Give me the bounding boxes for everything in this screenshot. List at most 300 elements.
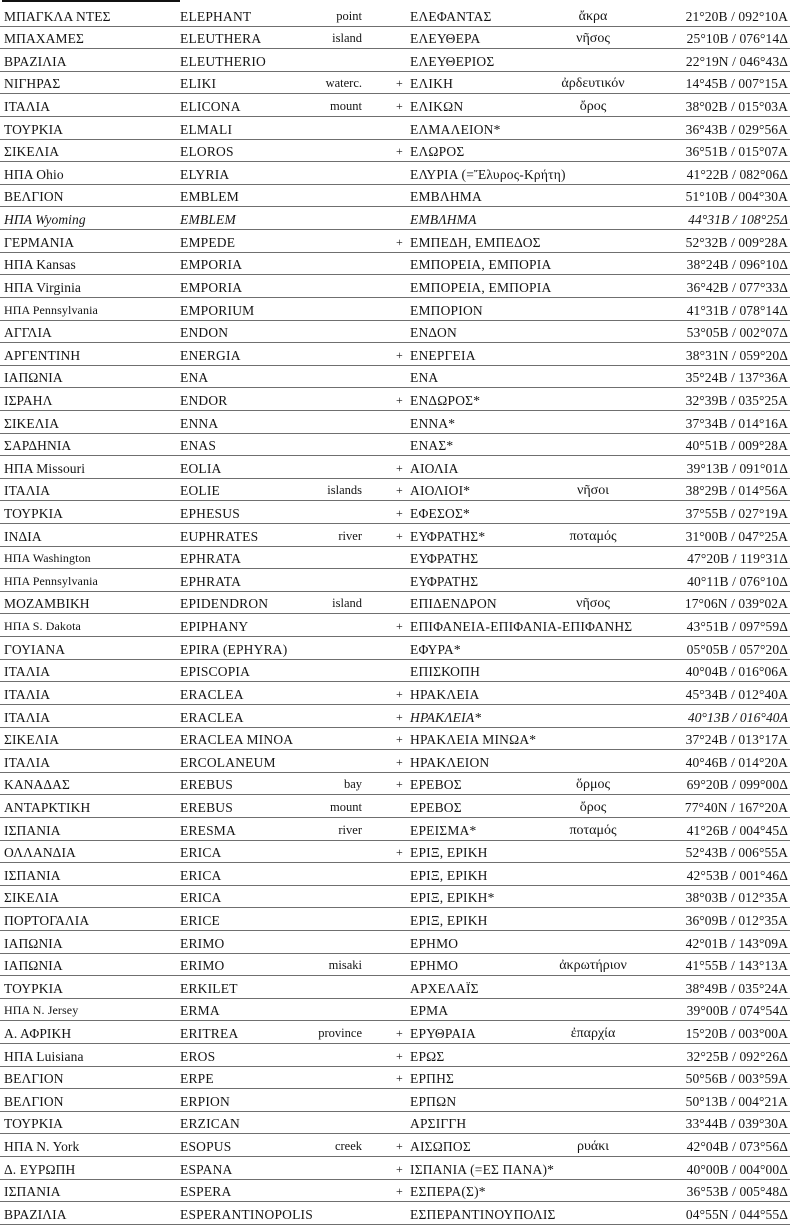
latin-name: ELYRIA [180, 166, 230, 182]
feature-type: river [338, 822, 362, 837]
ancient-marker: + [396, 234, 403, 249]
country-name: ΣΙΚΕΛΙΑ [4, 415, 60, 431]
ancient-marker: + [396, 76, 403, 91]
latin-name: ERIMO [180, 935, 225, 951]
feature-type: point [336, 8, 362, 23]
greek-feature-type: ὄρος [579, 99, 607, 115]
latin-name: ERMA [180, 1003, 220, 1019]
greek-name: ΕΥΦΡΑΤΗΣ [410, 573, 479, 589]
coordinates: 38°24Β / 096°10Δ [686, 257, 788, 273]
table-row [0, 343, 790, 366]
greek-name: ΕΡΕΒΟΣ [410, 777, 462, 793]
coordinates: 50°13Β / 004°21Α [685, 1093, 788, 1109]
latin-name: EOLIA [180, 460, 222, 476]
table-row [0, 72, 790, 95]
table-row [0, 230, 790, 253]
greek-feature-type: ποταμός [569, 528, 617, 544]
greek-name: ΕΠΙΦΑΝΕΙΑ-ΕΠΙΦΑΝΙΑ-ΕΠΙΦΑΝΗΣ [410, 619, 633, 635]
country-name: ΙΤΑΛΙΑ [4, 99, 51, 115]
latin-name: ESPANA [180, 1161, 233, 1177]
table-row [0, 1044, 790, 1067]
coordinates: 38°03Β / 012°35Α [685, 890, 788, 906]
country-name: ΙΣΠΑΝΙΑ [4, 822, 61, 838]
country-name: ΙΤΑΛΙΑ [4, 754, 51, 770]
greek-name: ΑΙΣΩΠΟΣ [410, 1139, 471, 1155]
greek-name: ΕΝΝΑ* [410, 415, 456, 431]
table-row [0, 614, 790, 637]
country-name: ΙΣΠΑΝΙΑ [4, 1184, 61, 1200]
country-name: ΒΕΛΓΙΟΝ [4, 1071, 64, 1087]
latin-name: ERCOLANEUM [180, 754, 276, 770]
greek-name: ΕΜΠΟΡΕΙΑ, ΕΜΠΟΡΙΑ [410, 257, 552, 273]
latin-name: EPIPHANY [180, 619, 249, 635]
coordinates: 50°56Β / 003°59Α [685, 1071, 788, 1087]
coordinates: 51°10Β / 004°30Α [685, 189, 788, 205]
table-row [0, 185, 790, 208]
greek-feature-type: νῆσος [576, 596, 610, 612]
greek-name: ΑΙΟΛΙΑ [410, 460, 459, 476]
country-name: ΙΤΑΛΙΑ [4, 686, 51, 702]
table-row [0, 1021, 790, 1044]
greek-name: ΗΡΑΚΛΕΙΑ* [410, 709, 482, 725]
country-name: ΗΠΑ Wyoming [4, 212, 86, 228]
country-name: ΙΤΑΛΙΑ [4, 664, 51, 680]
ancient-marker: + [396, 686, 403, 701]
table-row [0, 1089, 790, 1112]
ancient-marker: + [396, 528, 403, 543]
latin-name: ERIMO [180, 958, 225, 974]
latin-name: EMPORIA [180, 279, 243, 295]
feature-type: misaki [328, 958, 362, 973]
greek-name: ΕΡΕΒΟΣ [410, 799, 462, 815]
table-row [0, 207, 790, 230]
coordinates: 32°39Β / 035°25Α [685, 392, 788, 408]
greek-feature-type: ὅρμος [575, 777, 611, 793]
table-row [0, 298, 790, 321]
table-row [0, 750, 790, 773]
table-row [0, 569, 790, 592]
ancient-marker: + [396, 1048, 403, 1063]
country-name: ΑΡΓΕΝΤΙΝΗ [4, 347, 81, 363]
coordinates: 38°02Β / 015°03Α [685, 99, 788, 115]
coordinates: 36°09Β / 012°35Α [685, 912, 788, 928]
country-name: ΠΟΡΤΟΓΑΛΙΑ [4, 912, 90, 928]
table-row [0, 1180, 790, 1203]
table-row [0, 637, 790, 660]
table-row [0, 140, 790, 163]
coordinates: 36°42Β / 077°33Δ [686, 279, 788, 295]
greek-feature-type: ἀρδευτικόν [561, 76, 625, 92]
country-name: ΗΠΑ Missouri [4, 460, 86, 476]
country-name: ΣΑΡΔΗΝΙΑ [4, 438, 72, 454]
country-name: ΓΕΡΜΑΝΙΑ [4, 234, 75, 250]
coordinates: 77°40Ν / 167°20Α [684, 799, 788, 815]
greek-feature-type: νῆσοι [577, 483, 609, 499]
country-name: ΚΑΝΑΔΑΣ [4, 777, 70, 793]
latin-name: ENNA [180, 415, 219, 431]
country-name: ΙΤΑΛΙΑ [4, 483, 51, 499]
coordinates: 40°11Β / 076°10Δ [687, 573, 788, 589]
country-name: ΓΟΥΙΑΝΑ [4, 641, 66, 657]
table-row [0, 162, 790, 185]
table-row [0, 1067, 790, 1090]
latin-name: ELMALI [180, 121, 233, 137]
table-row [0, 49, 790, 72]
greek-name: ΕΡΠΗΣ [410, 1071, 455, 1087]
greek-name: ΕΜΒΛΗΜΑ [410, 212, 477, 228]
country-name: ΣΙΚΕΛΙΑ [4, 732, 60, 748]
table-row [0, 1112, 790, 1135]
latin-name: ENERGIA [180, 347, 241, 363]
coordinates: 05°05Β / 057°20Δ [686, 641, 788, 657]
latin-name: ERPION [180, 1093, 230, 1109]
coordinates: 42°53Β / 001°46Δ [686, 867, 788, 883]
greek-name: ΕΝΔΩΡΟΣ* [410, 392, 481, 408]
country-name: ΗΠΑ Luisiana [4, 1048, 84, 1064]
greek-name: ΕΥΦΡΑΤΗΣ* [410, 528, 486, 544]
coordinates: 41°31Β / 078°14Δ [686, 302, 788, 318]
feature-type: creek [334, 1139, 362, 1154]
latin-name: EMPEDE [180, 234, 236, 250]
latin-name: ESPERA [180, 1184, 232, 1200]
country-name: ΗΠΑ Washington [4, 551, 91, 566]
country-name: ΙΝΔΙΑ [4, 528, 42, 544]
ancient-marker: + [396, 732, 403, 747]
table-row [0, 27, 790, 50]
greek-name: ΕΡΜΑ [410, 1003, 449, 1019]
greek-name: ΕΜΠΕΔΗ, ΕΜΠΕΔΟΣ [410, 234, 541, 250]
country-name: ΤΟΥΡΚΙΑ [4, 1116, 64, 1132]
country-name: ΣΙΚΕΛΙΑ [4, 144, 60, 160]
coordinates: 40°51Β / 009°28Α [685, 438, 788, 454]
country-name: ΙΑΠΩΝΙΑ [4, 370, 63, 386]
greek-name: ΗΡΑΚΛΕΙΟΝ [410, 754, 490, 770]
ancient-marker: + [396, 99, 403, 114]
coordinates: 41°22Β / 082°06Δ [686, 166, 788, 182]
latin-name: ELEUTHERIO [180, 53, 266, 69]
table-row [0, 818, 790, 841]
greek-name: ΕΝΑΣ* [410, 438, 454, 454]
greek-name: ΕΝΔΟΝ [410, 325, 457, 341]
latin-name: ELEUTHERA [180, 31, 262, 47]
greek-name: ΕΝΕΡΓΕΙΑ [410, 347, 476, 363]
feature-type: bay [343, 777, 362, 792]
table-row [0, 547, 790, 570]
greek-name: ΕΦΕΣΟΣ* [410, 506, 470, 522]
table-row [0, 705, 790, 728]
ancient-marker: + [396, 1161, 403, 1176]
greek-name: ΕΥΦΡΑΤΗΣ [410, 551, 479, 567]
latin-name: ESPERANTINOPOLIS [180, 1206, 313, 1222]
table-row [0, 773, 790, 796]
table-row [0, 501, 790, 524]
ancient-marker: + [396, 1026, 403, 1041]
ancient-marker: + [396, 347, 403, 362]
country-name: ΑΓΓΛΙΑ [4, 325, 52, 341]
feature-type: mount [330, 99, 362, 114]
greek-name: ΕΡΠΩΝ [410, 1093, 457, 1109]
latin-name: EPHRATA [180, 551, 242, 567]
coordinates: 33°44Β / 039°30Α [685, 1116, 788, 1132]
coordinates: 17°06Ν / 039°02Α [684, 596, 788, 612]
greek-name: ΕΡΙΞ, ΕΡΙΚΗ [410, 867, 488, 883]
latin-name: ESOPUS [180, 1139, 232, 1155]
latin-name: ELIKI [180, 76, 217, 92]
coordinates: 53°05Β / 002°07Δ [686, 325, 788, 341]
country-name: ΝΙΓΗΡΑΣ [4, 76, 61, 92]
table-row [0, 434, 790, 457]
greek-name: ΗΡΑΚΛΕΙΑ ΜΙΝΩΑ* [410, 732, 537, 748]
table-row [0, 253, 790, 276]
table-row [0, 366, 790, 389]
greek-name: ΕΡΗΜΟ [410, 958, 459, 974]
coordinates: 36°53Β / 005°48Δ [686, 1184, 788, 1200]
greek-name: ΕΛΕΦΑΝΤΑΣ [410, 8, 492, 24]
top-rule [2, 0, 180, 2]
greek-name: ΕΡΙΞ, ΕΡΙΚΗ [410, 912, 488, 928]
table-row [0, 1202, 790, 1225]
feature-type: waterc. [325, 76, 362, 91]
greek-name: ΗΡΑΚΛΕΙΑ [410, 686, 480, 702]
ancient-marker: + [396, 845, 403, 860]
latin-name: ENDON [180, 325, 229, 341]
table-row [0, 682, 790, 705]
table-row [0, 479, 790, 502]
table-row [0, 592, 790, 615]
greek-name: ΕΛΙΚΗ [410, 76, 454, 92]
country-name: ΜΠΑΧΑΜΕΣ [4, 31, 84, 47]
ancient-marker: + [396, 709, 403, 724]
country-name: ΤΟΥΡΚΙΑ [4, 121, 64, 137]
greek-name: ΕΛΥΡΙΑ (=Ἔλυρος-Κρήτη) [410, 166, 566, 182]
place-name-table [0, 4, 790, 1225]
latin-name: ELOROS [180, 144, 234, 160]
coordinates: 37°55Β / 027°19Α [685, 506, 788, 522]
table-row [0, 660, 790, 683]
latin-name: ENA [180, 370, 209, 386]
greek-name: ΕΣΠΕΡΑΝΤΙΝΟΥΠΟΛΙΣ [410, 1206, 556, 1222]
feature-type: river [338, 528, 362, 543]
latin-name: ENDOR [180, 392, 228, 408]
latin-name: ELICONA [180, 99, 241, 115]
coordinates: 47°20Β / 119°31Δ [687, 551, 788, 567]
country-name: ΙΤΑΛΙΑ [4, 709, 51, 725]
coordinates: 04°55Ν / 044°55Δ [685, 1206, 788, 1222]
latin-name: EPIDENDRON [180, 596, 269, 612]
greek-name: ΕΛΜΑΛΕΙΟΝ* [410, 121, 501, 137]
country-name: ΑΝΤΑΡΚΤΙΚΗ [4, 799, 91, 815]
feature-type: island [332, 31, 362, 46]
coordinates: 22°19Ν / 046°43Δ [685, 53, 788, 69]
greek-name: ΕΛΩΡΟΣ [410, 144, 465, 160]
greek-name: ΕΛΕΥΘΕΡΑ [410, 31, 481, 47]
greek-feature-type: ἐπαρχία [570, 1026, 616, 1042]
latin-name: EPHRATA [180, 573, 242, 589]
country-name: ΗΠΑ S. Dakota [4, 619, 81, 634]
table-row [0, 1157, 790, 1180]
greek-feature-type: ρυάκι [576, 1139, 610, 1155]
feature-type: island [332, 596, 362, 611]
table-row [0, 908, 790, 931]
ancient-marker: + [396, 777, 403, 792]
ancient-marker: + [396, 754, 403, 769]
table-row [0, 117, 790, 140]
coordinates: 38°31Ν / 059°20Δ [685, 347, 788, 363]
coordinates: 40°13Β / 016°40Α [687, 709, 788, 725]
table-row [0, 795, 790, 818]
latin-name: ERITREA [180, 1026, 239, 1042]
table-row [0, 321, 790, 344]
greek-name: ΕΡΙΞ, ΕΡΙΚΗ* [410, 890, 495, 906]
table-row [0, 863, 790, 886]
country-name: ΟΛΛΑΝΔΙΑ [4, 845, 76, 861]
country-name: ΙΑΠΩΝΙΑ [4, 935, 63, 951]
country-name: ΗΠΑ Kansas [4, 257, 76, 273]
coordinates: 15°20Β / 003°00Α [685, 1026, 788, 1042]
ancient-marker: + [396, 144, 403, 159]
latin-name: EOLIE [180, 483, 220, 499]
country-name: ΗΠΑ Ohio [4, 166, 64, 182]
table-row [0, 1134, 790, 1157]
coordinates: 52°32Β / 009°28Α [685, 234, 788, 250]
table-row [0, 388, 790, 411]
latin-name: EPISCOPIA [180, 664, 251, 680]
country-name: ΣΙΚΕΛΙΑ [4, 890, 60, 906]
ancient-marker: + [396, 1071, 403, 1086]
ancient-marker: + [396, 619, 403, 634]
country-name: ΤΟΥΡΚΙΑ [4, 506, 64, 522]
table-row [0, 886, 790, 909]
greek-name: ΕΛΕΥΘΕΡΙΟΣ [410, 53, 495, 69]
greek-name: ΕΡΕΙΣΜΑ* [410, 822, 477, 838]
coordinates: 25°10Β / 076°14Δ [686, 31, 788, 47]
table-row [0, 94, 790, 117]
greek-name: ΕΦΥΡΑ* [410, 641, 461, 657]
greek-name: ΕΜΒΛΗΜΑ [410, 189, 482, 205]
country-name: ΒΕΛΓΙΟΝ [4, 189, 64, 205]
greek-feature-type: ἀκρωτήριον [559, 958, 627, 974]
coordinates: 21°20Β / 092°10Α [685, 8, 788, 24]
coordinates: 44°31Β / 108°25Δ [688, 212, 788, 228]
table-row [0, 4, 790, 27]
greek-name: ΑΡΣΙΓΓΗ [410, 1116, 467, 1132]
ancient-marker: + [396, 460, 403, 475]
coordinates: 14°45Β / 007°15Α [685, 76, 788, 92]
coordinates: 42°01Β / 143°09Α [685, 935, 788, 951]
ancient-marker: + [396, 1139, 403, 1154]
coordinates: 52°43Β / 006°55Α [685, 845, 788, 861]
latin-name: EPHESUS [180, 506, 240, 522]
coordinates: 36°51Β / 015°07Α [685, 144, 788, 160]
table-row [0, 456, 790, 479]
coordinates: 39°13Β / 091°01Δ [686, 460, 788, 476]
greek-name: ΕΣΠΕΡΑ(Σ)* [410, 1184, 486, 1200]
coordinates: 45°34Β / 012°40Α [685, 686, 788, 702]
country-name: ΗΠΑ Pennsylvania [4, 302, 98, 317]
latin-name: EREBUS [180, 799, 233, 815]
greek-name: ΕΠΙΣΚΟΠΗ [410, 664, 481, 680]
latin-name: ERICA [180, 845, 222, 861]
latin-name: EROS [180, 1048, 216, 1064]
greek-name: ΕΡΩΣ [410, 1048, 445, 1064]
table-row [0, 524, 790, 547]
coordinates: 40°00Β / 004°00Δ [686, 1161, 788, 1177]
latin-name: ERZICAN [180, 1116, 240, 1132]
table-row [0, 411, 790, 434]
greek-name: ΕΝΑ [410, 370, 439, 386]
coordinates: 41°26Β / 004°45Δ [686, 822, 788, 838]
latin-name: ERPE [180, 1071, 214, 1087]
latin-name: ERICA [180, 867, 222, 883]
table-row [0, 931, 790, 954]
coordinates: 32°25Β / 092°26Δ [686, 1048, 788, 1064]
coordinates: 36°43Β / 029°56Α [685, 121, 788, 137]
ancient-marker: + [396, 483, 403, 498]
coordinates: 43°51Β / 097°59Δ [686, 619, 788, 635]
country-name: ΒΕΛΓΙΟΝ [4, 1093, 64, 1109]
latin-name: EMPORIA [180, 257, 243, 273]
coordinates: 69°20Β / 099°00Δ [686, 777, 788, 793]
greek-name: ΙΣΠΑΝΙΑ (=ΕΣ ΠΑΝΑ)* [410, 1161, 555, 1177]
coordinates: 40°46Β / 014°20Α [685, 754, 788, 770]
latin-name: ERICE [180, 912, 220, 928]
coordinates: 38°49Β / 035°24Α [685, 980, 788, 996]
latin-name: ERKILET [180, 980, 238, 996]
coordinates: 39°00Β / 074°54Δ [686, 1003, 788, 1019]
greek-name: ΕΠΙΔΕΝΔΡΟΝ [410, 596, 497, 612]
country-name: ΒΡΑΖΙΛΙΑ [4, 53, 67, 69]
country-name: Α. ΑΦΡΙΚΗ [4, 1026, 72, 1042]
greek-name: ΕΡΙΞ, ΕΡΙΚΗ [410, 845, 488, 861]
latin-name: EMBLEM [180, 212, 236, 228]
coordinates: 37°34Β / 014°16Α [685, 415, 788, 431]
latin-name: EMPORIUM [180, 302, 255, 318]
coordinates: 37°24Β / 013°17Α [685, 732, 788, 748]
greek-feature-type: νῆσος [576, 31, 610, 47]
country-name: ΜΟΖΑΜΒΙΚΗ [4, 596, 90, 612]
country-name: ΗΠΑ Pennsylvania [4, 573, 98, 588]
ancient-marker: + [396, 1184, 403, 1199]
ancient-marker: + [396, 392, 403, 407]
country-name: ΗΠΑ Virginia [4, 279, 82, 295]
table-row [0, 841, 790, 864]
country-name: ΙΑΠΩΝΙΑ [4, 958, 63, 974]
coordinates: 31°00Β / 047°25Α [685, 528, 788, 544]
latin-name: ELEPHANT [180, 8, 252, 24]
table-row [0, 954, 790, 977]
table-row [0, 999, 790, 1022]
latin-name: EREBUS [180, 777, 233, 793]
greek-name: ΕΡΗΜΟ [410, 935, 459, 951]
ancient-marker: + [396, 506, 403, 521]
greek-name: ΑΡΧΕΛΑΪΣ [410, 980, 479, 996]
greek-feature-type: ποταμός [569, 822, 617, 838]
coordinates: 35°24Β / 137°36Α [685, 370, 788, 386]
table-row [0, 728, 790, 751]
country-name: ΗΠΑ N. York [4, 1139, 80, 1155]
latin-name: ENAS [180, 438, 217, 454]
latin-name: ERACLEA [180, 686, 244, 702]
latin-name: ERICA [180, 890, 222, 906]
coordinates: 38°29Β / 014°56Α [685, 483, 788, 499]
coordinates: 40°04Β / 016°06Α [685, 664, 788, 680]
coordinates: 41°55Β / 143°13Α [685, 958, 788, 974]
feature-type: islands [327, 483, 362, 498]
latin-name: EMBLEM [180, 189, 239, 205]
greek-name: ΕΜΠΟΡΕΙΑ, ΕΜΠΟΡΙΑ [410, 279, 552, 295]
country-name: ΒΡΑΖΙΛΙΑ [4, 1206, 67, 1222]
greek-name: ΕΛΙΚΩΝ [410, 99, 464, 115]
